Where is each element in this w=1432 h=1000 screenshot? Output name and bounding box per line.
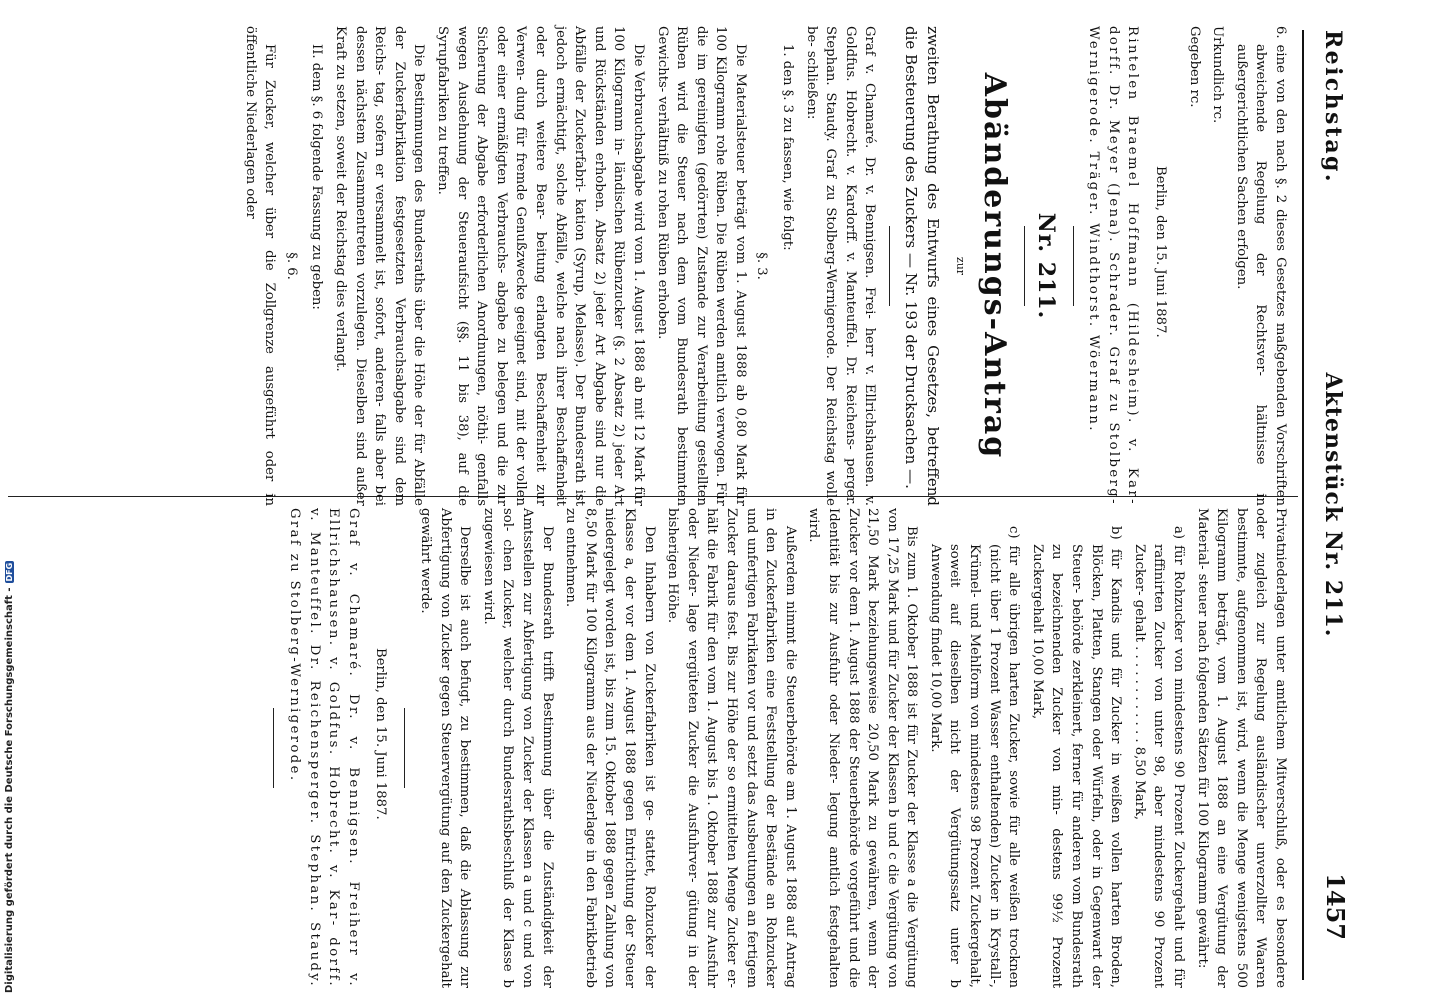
right-column — [264, 508, 1291, 988]
date-1: Berlin, den 15. Juni 1887. — [1153, 166, 1169, 338]
proposers: Graf v. Chamaré. Dr. v. Bennigsen. Frei- herr v. Ellrichshausen. v. Goldfus. Hobrecht. v. Kardorff. v. Manteuffel. Dr. Reichens- perger. Stephan. Staudy. Graf zu Stolberg-Wernigerode. Der Reichstag wolle be- schließen: — [803, 26, 878, 506]
section-6-text-2: Bis zum 1. Oktober 1888 ist für Zucker der Klasse a die Vergütung von 17,25 Mark und für Zucker der Klassen b und c die Vergütung von 21,50 Mark beziehungsweise 20,50 Mark zu gewähren, wenn der Zucker vor dem 1. August 1888 der Steuerbehörde vorgeführt und die Identität bis zur Ausfuhr oder Nieder- legung amtlich festgehalten wird. — [806, 508, 920, 988]
paragraph-heading-6: §. 6. — [283, 252, 299, 280]
header-title: Aktenstück Nr. 211. — [1320, 372, 1346, 638]
digitization-footer — [0, 0, 16, 1000]
title-zur: zur — [954, 256, 968, 276]
section-6-text-6: Derselbe ist auch befugt, zu bestimmen, daß die Ablassung zur Abfertigung von Zucker gegen Steuervergütung auf den Zuckergehalt gewährt werde. — [418, 508, 473, 988]
section-6-text-3: Außerdem nimmt die Steuerbehörde am 1. August 1888 auf Antrag in den Zuckerfabriken eine Feststellung der Bestände an Rohzucker und unfertigen Fabrikaten vor und setzt das Ausbeutungen an fertigem Zucker daraus fest. Bis zur Höhe der so ermittelten Menge Zucker er- hält die Fabrik für den vom 1. August bis 1. Oktober 1888 zur Ausfuhr oder Nieder- lage vergüteten Zucker die Ausfuhrver- gütung in der bisherigen Höhe. — [665, 508, 798, 988]
page-header — [1302, 30, 1352, 980]
document-title: Abänderungs-Antrag — [977, 72, 1013, 460]
item-6: 6. eine von den nach §. 2 dieses Gesetzes maßgebenden Vorschriften abweichende Regelung der Rechtsver- hältnisse in außergerichtlichen Sachen erfolgen. — [1233, 26, 1288, 506]
document-subtitle: zweiten Berathung des Entwurfs eines Gesetzes, betreffend die Besteuerung des Zuckers — Nr. 193 der Drucksachen —. — [902, 26, 943, 506]
section-3-text-3: Die Bestimmungen des Bundesraths über die Höhe der für Abfälle der Zuckerfabrikation festgesetzten Verbrauchsabgabe sind dem Reichs- tag, sofern er versammelt ist, sofort, anderen- falls aber bei dessen nächstem Zusammentreten vorzulegen. Dieselben sind außer Kraft zu setzen, soweit der Reichstag dies verlangt. — [333, 26, 427, 506]
instruction-1: 1. den §. 3 zu fassen, wie folgt: — [780, 44, 796, 251]
section-6-continuation: Privatniederlagen unter amtlichem Mitverschluß, oder es besondere oder zugleich zur Regelung ausländischer unverzollter Waaren bestimmte, aufgenommen ist, wird, wenn die Menge wenigstens 500 Kilogramm beträgt, vom 1. August 1888 an eine Vergütung der Material- steuer nach folgenden Sätzen für 100 Kilogramm gewährt: — [1194, 508, 1288, 988]
dfg-logo: DFG — [4, 562, 14, 582]
urkundlich: Urkundlich rc. — [1210, 26, 1226, 124]
section-6-text-4: Den Inhabern von Zuckerfabriken ist ge- stattet, Rohzucker der Klasse a, der vor dem 1. August 1888 gegen Entrichtung der Steuer niedergelegt worden ist, bis zum 15. Oktober 1888 gegen Zahlung von 8,50 Mark für 100 Kilogramm aus der Niederlage in den Fabrikbetrieb zu entnehmen. — [563, 508, 657, 988]
rate-a: a) für Rohzucker von mindestens 90 Prozent Zuckergehalt und für raffinirten Zucker von unter 98, aber mindestens 90 Prozent Zucker- gehalt . . . . . . . . . . . . 8,50 Mark, — [1131, 526, 1187, 988]
signatories-2: Graf v. Chamaré. Dr. v. Bennigsen. Freiherr v. Ellrichshausen. v. Goldfus. Hobrecht. v. Kar- dorff. v. Manteuffel. Dr. Reichensperger. Stephan. Staudy. Graf zu Stolberg-Wernigerode. — [287, 508, 361, 988]
footer-text-row — [2, 0, 16, 993]
separator-rule — [1073, 226, 1074, 306]
section-6-text-1: Für Zucker, welcher über die Zollgrenze ausgeführt oder in öffentliche Niederlagen oder — [242, 26, 278, 506]
separator-rule — [274, 708, 275, 788]
instruction-2: II. dem §. 6 folgende Fassung zu geben: — [309, 44, 325, 310]
gegeben: Gegeben rc. — [1186, 26, 1202, 108]
document-number: Nr. 211. — [1032, 212, 1059, 320]
signatories-1: Rintelen Braemel Hoffmann (Hildesheim). v. Kar- dorff. Dr. Meyer (Jena). Schrader. Graf zu Stolberg- Wernigerode. Träger. Windthorst. Wöermann. — [1086, 26, 1141, 506]
separator-rule — [1024, 226, 1025, 306]
section-3-text-2: Die Verbrauchsabgabe wird vom 1. August 1888 ab mit 12 Mark für 100 Kilogramm in- ländischen Rübenzucker (§. 2 Absatz 2) jeder Art und Rückständen erhoben. Absatz 2) jeder Art Abgabe sind nur die Abfälle der Zuckerfabri- kation (Syrup, Melasse). Der Bundesrath ist jedoch ermächtigt, solche Abfälle, welche nach ihrer Beschaffenheit oder durch weitere Bear- beitung erlangten Beschaffenheit zur Verwen- dung für fremde Genußzwecke geeignet sind, mit der vollen oder einer ermäßigten Verbrauchs- abgabe zu belegen und die zur Sicherung der Abgabe erforderlichen Anordnungen, nöthi- genfalls wegen Ausdehnung der Steueraufsicht (§§. 11 bis 38), auf die Syrupfabriken zu treffen. — [435, 26, 646, 506]
footer-credit: Digitalisierung gefördert durch die Deutsche Forschungsgemeinschaft - — [3, 587, 15, 993]
section-3-text-1: Die Materialsteuer beträgt vom 1. August 1888 ab 0,80 Mark für 100 Kilogramm rohe Rüben. Die Rüben werden amtlich verwogen. Für die im gereinigten (gedörrten) Zustande zur Verarbeitung gestellten Rüben wird die Steuer nach dem vom Bundesrath bestimmten Gewichts- verhältniß zu rohen Rüben erhoben. — [654, 26, 748, 506]
rate-c: c) für alle übrigen harten Zucker, sowie für alle weißen trocknen (nicht über 1 Prozent Wasser enthaltenden) Zucker in Krystall-, Krümel- und Mehlform von mindestens 98 Prozent Zuckergehalt, soweit auf dieselben nicht der Vergütungssatz unter b Anwendung findet 10,00 Mark. — [927, 526, 1022, 988]
separator-rule — [404, 708, 405, 788]
paragraph-heading-3: §. 3. — [754, 252, 770, 280]
section-6-text-5: Der Bundesrath trifft Bestimmung über die Zuständigkeit der Amtsstellen zur Abfertigung von Zucker der Klassen a und c und von sol- chen Zucker, welcher durch Bundesrathsbeschluß der Klasse b zugewiesen wird. — [480, 508, 555, 988]
date-2: Berlin, den 15. Juni 1887. — [373, 648, 389, 820]
rate-b: b) für Kandis und für Zucker in weißen vollen harten Broden, Blöcken, Platten, Stangen oder Würfeln, oder in Gegenwart der Steuer- behörde zerkleinert, ferner für anderen vom Bundesrath zu bezeichnenden Zucker von min- destens 99½ Prozent Zuckergehalt 10,00 Mark, — [1029, 526, 1124, 988]
left-column — [236, 26, 1290, 506]
header-left: Reichstag. — [1320, 30, 1346, 184]
separator-rule — [889, 226, 890, 306]
page-number: 1457 — [1321, 873, 1350, 940]
